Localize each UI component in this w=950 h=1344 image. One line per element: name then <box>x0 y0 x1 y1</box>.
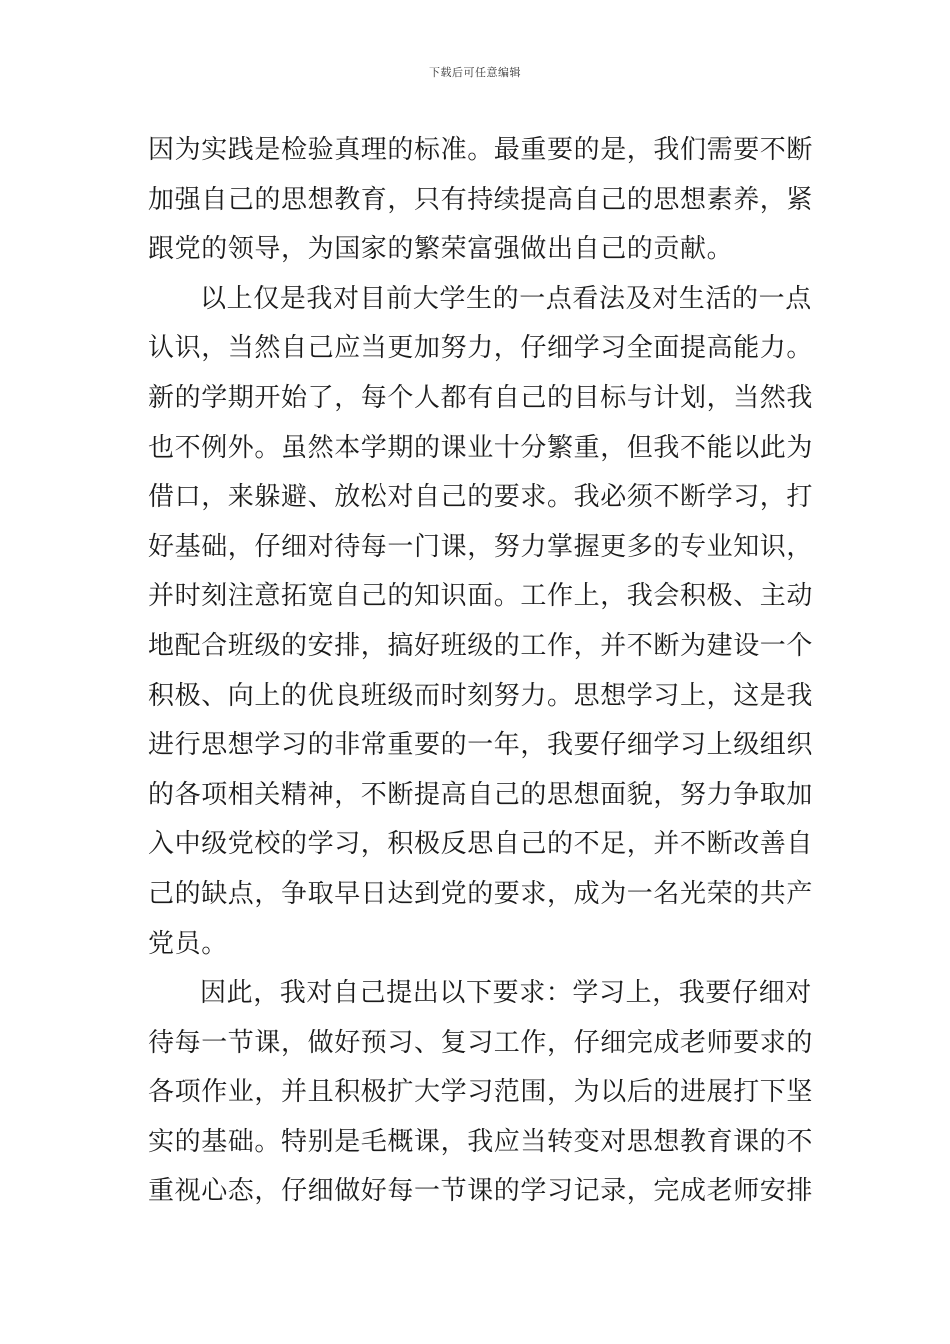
text-line: 好基础，仔细对待每一门课，努力掌握更多的专业知识， <box>148 531 814 562</box>
text-line: 己的缺点，争取早日达到党的要求，成为一名光荣的共产 <box>148 878 814 909</box>
page-header: 下载后可任意编辑 <box>429 66 521 79</box>
text-line: 各项作业，并且积极扩大学习范围，为以后的进展打下坚 <box>148 1077 814 1108</box>
text-line: 进行思想学习的非常重要的一年，我要仔细学习上级组织 <box>148 730 814 761</box>
text-line: 地配合班级的安排，搞好班级的工作，并不断为建设一个 <box>148 630 814 661</box>
text-line: 并时刻注意拓宽自己的知识面。工作上，我会积极、主动 <box>148 581 814 612</box>
text-line: 重视心态，仔细做好每一节课的学习记录，完成老师安排 <box>148 1176 814 1207</box>
text-line: 入中级党校的学习，积极反思自己的不足，并不断改善自 <box>148 829 814 860</box>
text-line: 也不例外。虽然本学期的课业十分繁重，但我不能以此为 <box>148 432 814 463</box>
document-body <box>148 126 814 1217</box>
text-line: 新的学期开始了，每个人都有自己的目标与计划，当然我 <box>148 382 814 413</box>
text-line: 认识，当然自己应当更加努力，仔细学习全面提高能力。 <box>148 333 814 364</box>
text-line: 因为实践是检验真理的标准。最重要的是，我们需要不断 <box>148 135 814 165</box>
text-line: 实的基础。特别是毛概课，我应当转变对思想教育课的不 <box>148 1126 814 1157</box>
text-line: 党员。 <box>148 928 228 959</box>
text-line: 积极、向上的优良班级而时刻努力。思想学习上，这是我 <box>148 680 814 711</box>
text-line: 待每一节课，做好预习、复习工作，仔细完成老师要求的 <box>148 1027 814 1058</box>
text-line: 加强自己的思想教育，只有持续提高自己的思想素养，紧 <box>148 184 814 215</box>
text-line: 以上仅是我对目前大学生的一点看法及对生活的一点 <box>200 283 812 314</box>
text-line: 跟党的领导，为国家的繁荣富强做出自己的贡献。 <box>148 234 734 265</box>
text-line: 的各项相关精神，不断提高自己的思想面貌，努力争取加 <box>148 779 814 810</box>
text-line: 因此，我对自己提出以下要求：学习上，我要仔细对 <box>200 978 812 1009</box>
text-line: 借口，来躲避、放松对自己的要求。我必须不断学习，打 <box>148 482 814 513</box>
